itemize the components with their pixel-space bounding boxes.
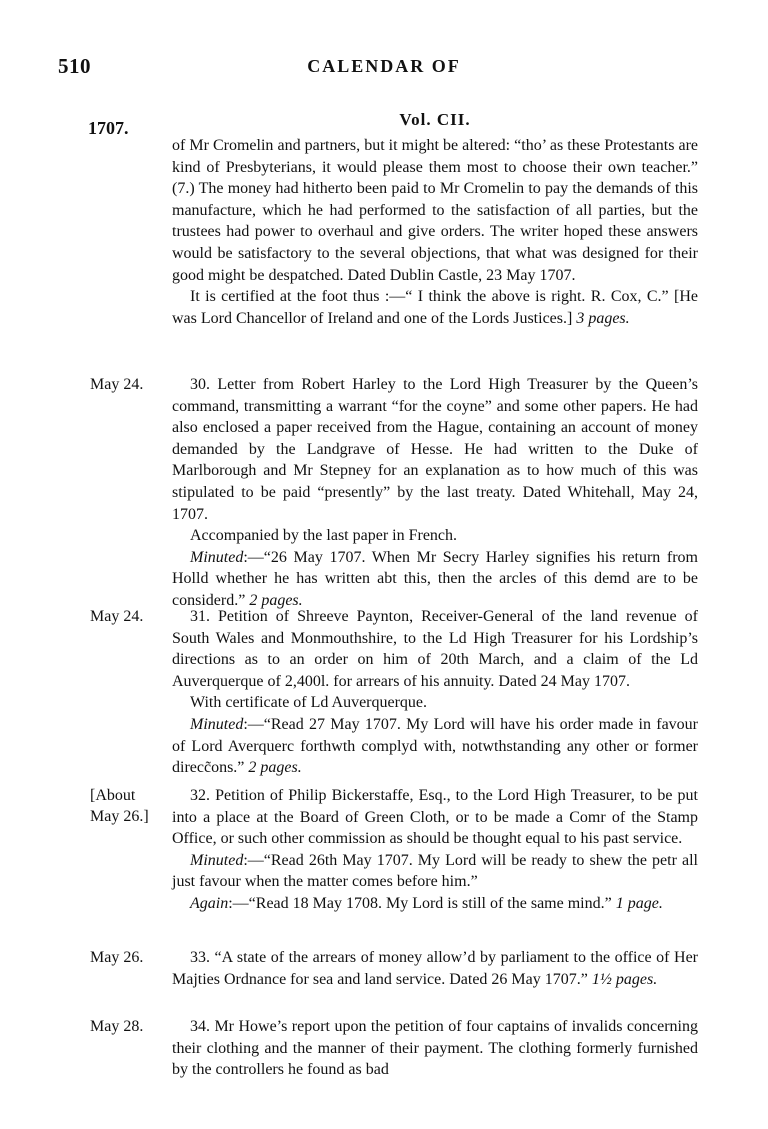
entry-date: May 24. bbox=[90, 376, 144, 393]
entry-paragraph: 34. Mr Howe’s report upon the petition of four captains of invalids concerning their clothing and the manner of their payment. The clothing formerly furnished by the controllers he found as bad bbox=[172, 1018, 698, 1079]
entry-30 bbox=[172, 374, 698, 612]
minute-label: Minuted bbox=[190, 715, 244, 733]
entry-paragraph: 31. Petition of Shreeve Paynton, Receiver-General of the land revenue of South Wales and Monmouthshire, to the Ld High Treasurer for his Lordship’s directions as to an order on him of 20th March, and a claim of the Ld Auverquerque of 2,400l. for arrears of his annuity. Dated 24 May 1707. bbox=[172, 608, 698, 690]
again-label: Again bbox=[190, 894, 229, 912]
running-title: CALENDAR OF bbox=[307, 56, 461, 76]
page-count: 1 page. bbox=[615, 894, 663, 912]
entry-paragraph: It is certified at the foot thus :—“ I think the above is right. R. Cox, C.” [He was Lord Chancellor of Ireland and one of the Lords Justices.] 3 pages. bbox=[172, 288, 698, 327]
page-number: 510 bbox=[58, 54, 91, 78]
page-count: 2 pages. bbox=[249, 591, 303, 609]
entry-paragraph: With certificate of Ld Auverquerque. bbox=[190, 694, 428, 712]
entry-date: May 26. bbox=[90, 949, 144, 966]
page-count: 1½ pages. bbox=[591, 970, 658, 988]
entry-continuation bbox=[172, 135, 698, 329]
page-count: 3 pages. bbox=[576, 309, 630, 327]
minute-label: Minuted bbox=[190, 548, 244, 566]
entry-paragraph: 32. Petition of Philip Bickerstaffe, Esq., to the Lord High Treasurer, to be put into a place at the Board of Green Cloth, or to be made a Comr of the Stamp Office, or such other commission as should be thought equal to his past service. bbox=[172, 787, 698, 848]
entry-paragraph: Minuted:—“Read 27 May 1707. My Lord will have his order made in favour of Lord Averquerc forthwth complyd with, notwthstanding any other or former direcc̃ons.” 2 pages. bbox=[172, 715, 698, 777]
entry-paragraph: 30. Letter from Robert Harley to the Lord High Treasurer by the Queen’s command, transmitting a warrant “for the coyne” and some other papers. He had also enclosed a paper received from the Hague, containing an account of money demanded by the Landgrave of Hesse. He had written to the Duke of Marlborough and Mr Stepney for an explanation as to how much of this was stipulated to be paid “presently” by the last treaty. Dated Whitehall, May 24, 1707. bbox=[172, 376, 698, 523]
entry-date: [About May 26.] bbox=[90, 787, 149, 825]
entry-paragraph: 33. “A state of the arrears of money allow’d by parliament to the office of Her Majties Ordnance for sea and land service. Dated 26 May 1707.” 1½ pages. bbox=[172, 949, 698, 988]
entry-33 bbox=[172, 947, 698, 990]
entry-paragraph: Minuted:—“26 May 1707. When Mr Secry Harley signifies his return from Holld whether he has written abt this, then the arcles of this demd are to be considerd.” 2 pages. bbox=[172, 548, 698, 609]
entry-date: May 28. bbox=[90, 1018, 144, 1035]
minute-label: Minuted bbox=[190, 851, 244, 869]
year-label: 1707. bbox=[88, 118, 129, 138]
entry-paragraph: of Mr Cromelin and partners, but it might be altered: “tho’ as these Protestants are kind of Presbyterians, it would please them most to choose their own teacher.” (7.) The money had hitherto been paid to Mr Cromelin to pay the demands of this manufacture, which he had performed to the satisfaction of all parties, but the trustees had power to overhaul and give orders. The writer hoped these answers would be satisfactory to the several objections, that what was designed for their good might be despatched. Dated Dublin Castle, 23 May 1707. bbox=[172, 137, 698, 284]
entry-31 bbox=[172, 606, 698, 779]
entry-paragraph: Minuted:—“Read 26th May 1707. My Lord will be ready to shew the petr all just favour when the matter comes before him.” bbox=[172, 851, 698, 891]
entry-34 bbox=[172, 1016, 698, 1081]
entry-date: May 24. bbox=[90, 608, 144, 625]
entry-32 bbox=[172, 785, 698, 915]
page-count: 2 pages. bbox=[248, 759, 302, 777]
entry-paragraph: Again:—“Read 18 May 1708. My Lord is still of the same mind.” 1 page. bbox=[190, 894, 663, 912]
page-header bbox=[0, 54, 768, 82]
entry-paragraph: Accompanied by the last paper in French. bbox=[190, 527, 458, 545]
volume-heading: Vol. CII. bbox=[399, 110, 471, 129]
